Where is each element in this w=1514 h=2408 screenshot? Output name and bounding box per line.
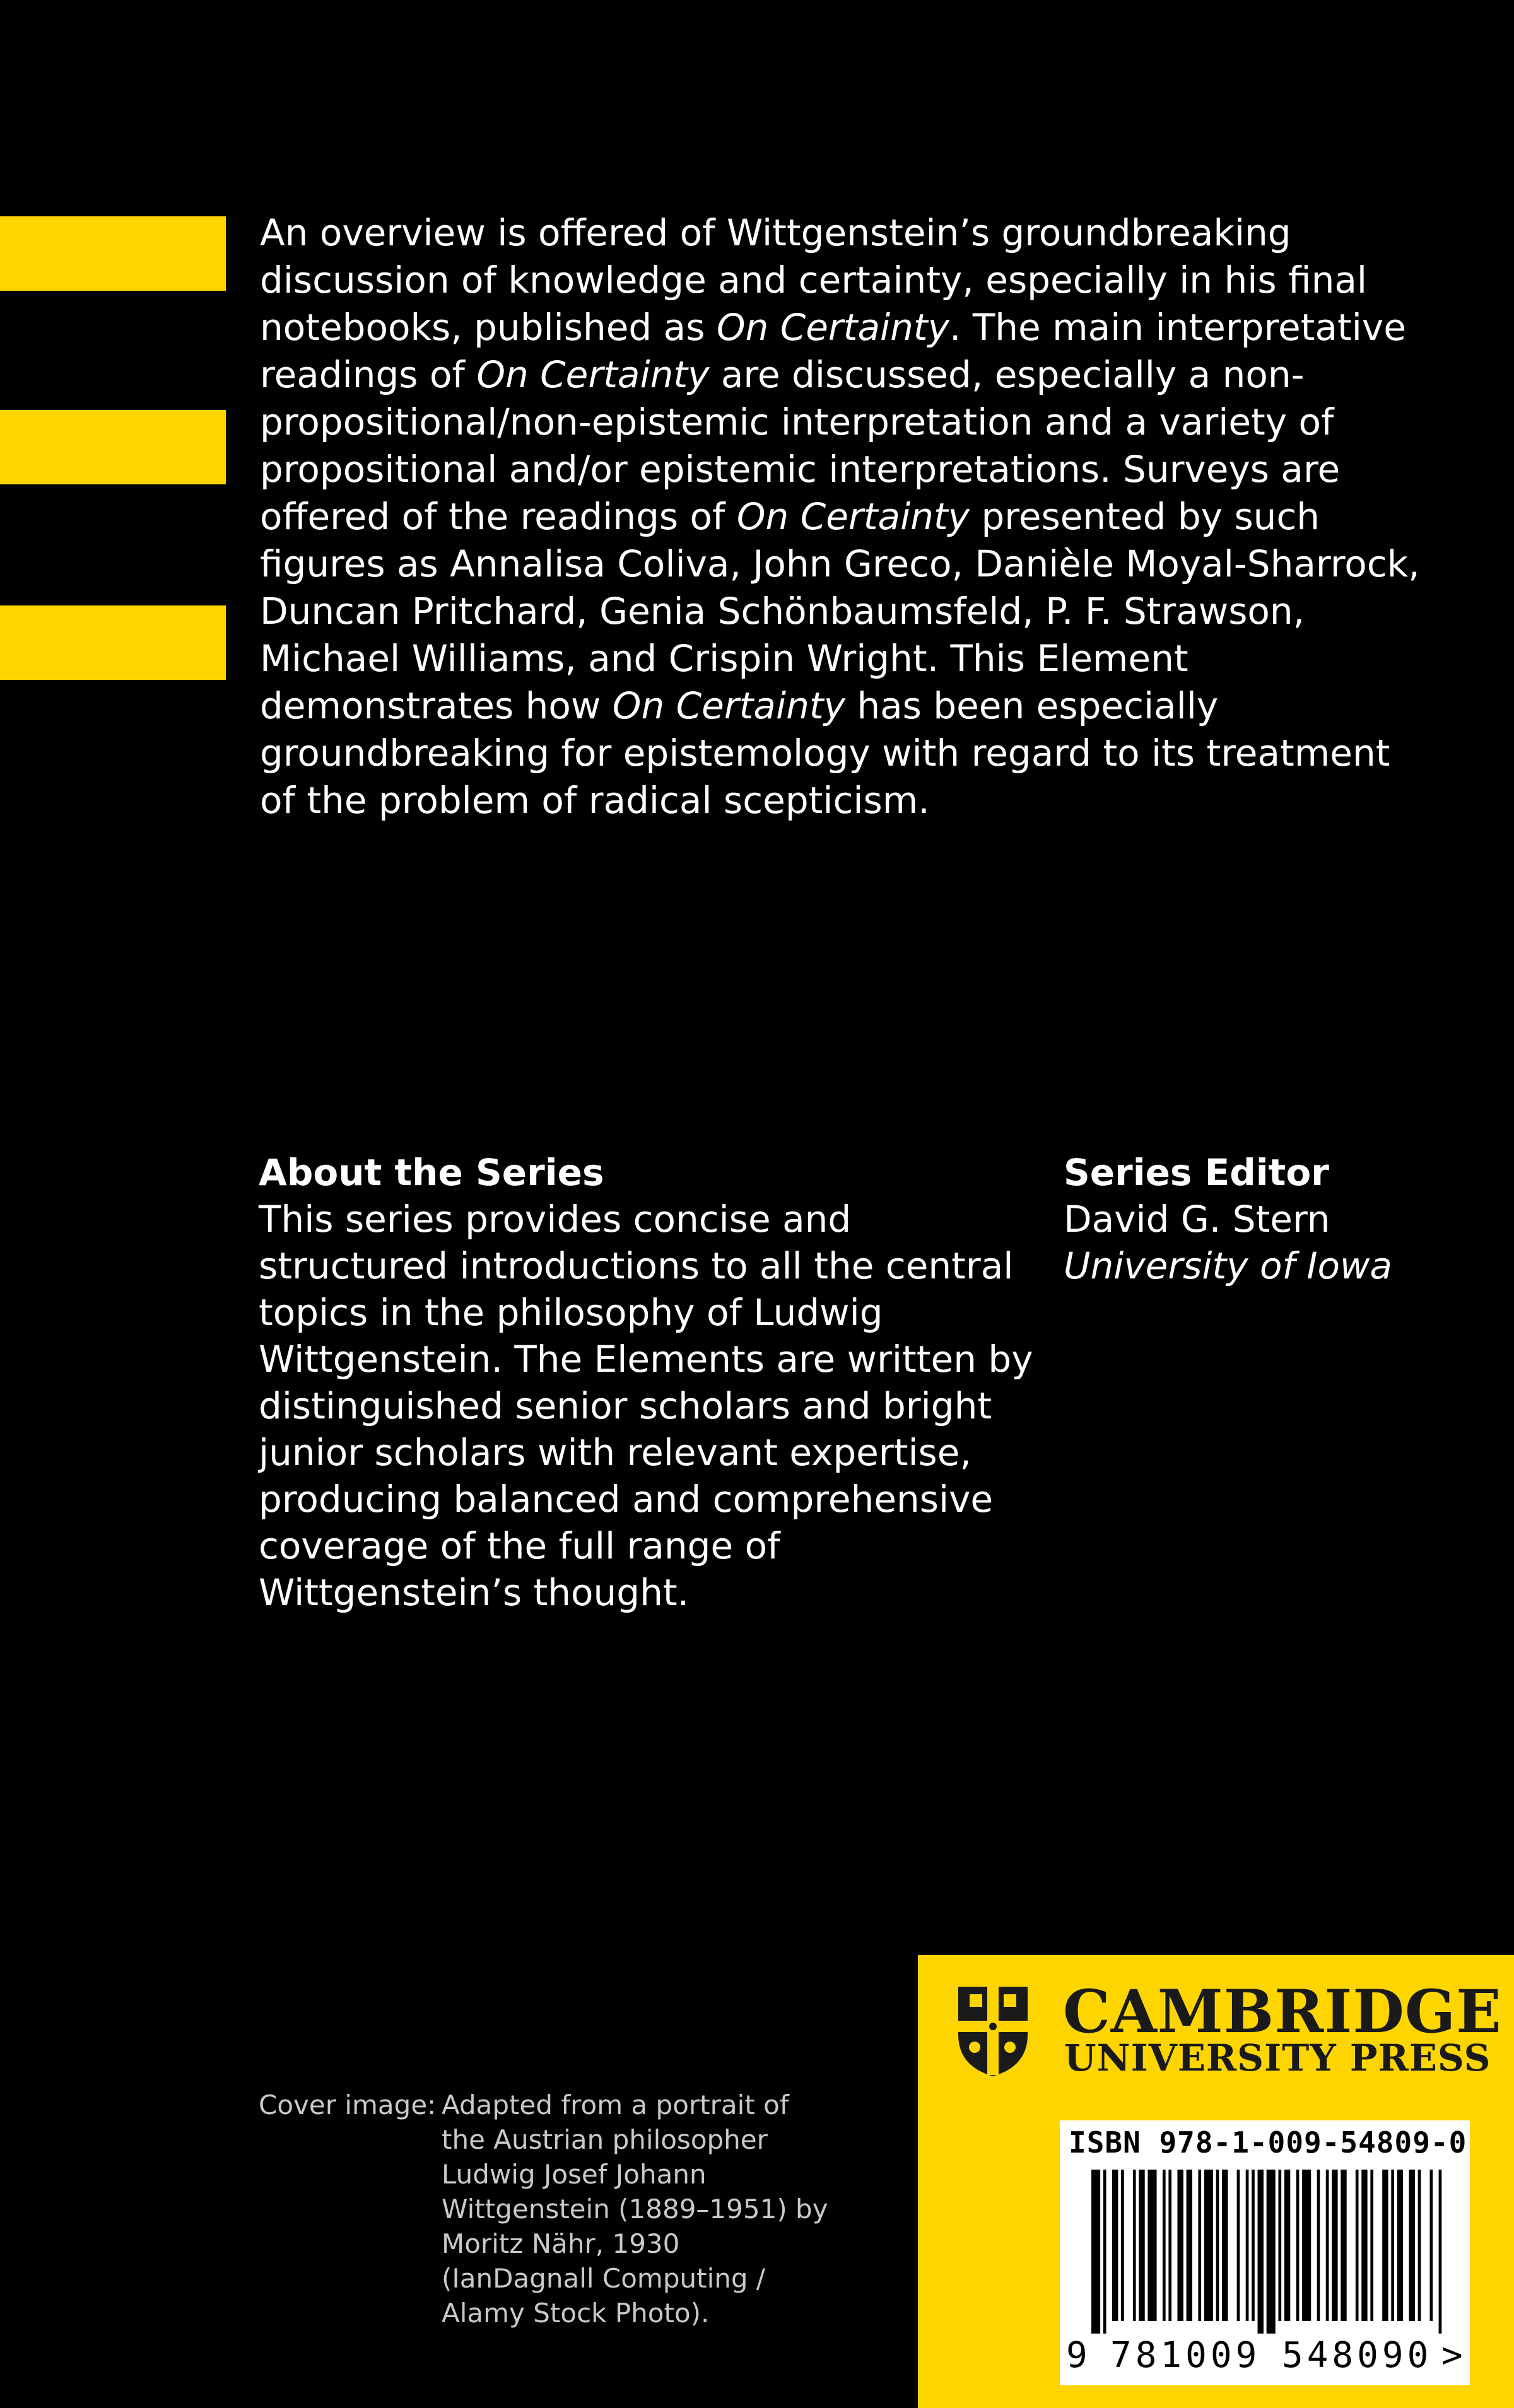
about-series-heading: About the Series <box>259 1151 604 1194</box>
barcode-bar <box>1187 2170 1192 2321</box>
barcode-bar <box>1397 2170 1403 2321</box>
barcode-bar <box>1296 2170 1300 2321</box>
book-title-italic: On Certainty <box>476 353 710 396</box>
series-editor-affiliation: University of Iowa <box>1064 1244 1392 1287</box>
barcode-bar <box>1302 2170 1311 2321</box>
description-text-segment: An overview is offered of Wittgenstein’s groundbreaking discussion of knowledge and certainty, especially in his final notebooks, published as <box>260 211 1367 349</box>
barcode-bar <box>1332 2170 1337 2321</box>
barcode-bar <box>1258 2170 1264 2334</box>
barcode-bar <box>1267 2170 1276 2334</box>
barcode-bar <box>1317 2170 1320 2321</box>
barcode-bar <box>1112 2170 1118 2321</box>
barcode-bar <box>1216 2170 1219 2321</box>
barcode-bar <box>1103 2170 1106 2334</box>
isbn-barcode <box>1060 2120 1470 2385</box>
about-series-text: This series provides concise and structured introductions to all the central topics in the philosophy of Ludwig Wittgenstein. The Elements are written by distinguished senior scholars and bright junior scholars with relevant expertise, producing balanced and comprehensive coverage of the full range of Wittgenstein’s thought. <box>259 1198 1033 1614</box>
barcode-bar <box>1409 2170 1415 2321</box>
publisher-panel <box>918 1955 1514 2408</box>
barcode-bar <box>1382 2170 1388 2321</box>
barcode-bar <box>1341 2170 1346 2321</box>
publisher-subname: UNIVERSITY PRESS <box>1064 2037 1491 2079</box>
barcode-bar <box>1252 2170 1255 2321</box>
series-editor-heading: Series Editor <box>1064 1151 1329 1194</box>
cover-credit-text: Adapted from a portrait of the Austrian philosopher Ludwig Josef Johann Wittgenstein (1889–1951) by Moritz Nähr, 1930 (IanDagnall Computing / Alamy Stock Photo). <box>442 2089 828 2329</box>
publisher-name: CAMBRIDGE <box>1063 1977 1502 2047</box>
barcode-bar <box>1439 2170 1442 2334</box>
barcode-bar <box>1237 2170 1240 2321</box>
barcode-bar <box>1278 2170 1281 2321</box>
series-editor-name: David G. Stern <box>1064 1198 1330 1241</box>
description-text-segment: . The main interpretative readings of <box>260 306 1406 396</box>
barcode-bar <box>1391 2170 1394 2321</box>
barcode-bar <box>1091 2170 1100 2334</box>
barcode-bar <box>1361 2170 1367 2321</box>
description-text-segment: are discussed, especially a non-propositional/non-epistemic interpretation and a variety of propositional and/or epistemic interpretations. Surveys are offered of the readings of <box>260 353 1341 538</box>
isbn-label: ISBN 978-1-009-54809-0 <box>1069 2125 1467 2160</box>
about-series-section <box>259 1149 1041 1616</box>
cover-credit-label: Cover image: <box>259 2089 437 2120</box>
barcode-right-digits: 548090 <box>1282 2335 1433 2376</box>
barcode-bar <box>1198 2170 1201 2321</box>
barcode-bar <box>1133 2170 1136 2321</box>
barcode-bar <box>1139 2170 1144 2321</box>
barcode-left-digits: 781009 <box>1110 2335 1261 2376</box>
decorative-yellow-bar <box>0 410 226 484</box>
description-text-segment: has been especially groundbreaking for epistemology with regard to its treatment of the problem of radical scepticism. <box>260 684 1390 822</box>
barcode-bar <box>1177 2170 1183 2321</box>
barcode-bar <box>1370 2170 1373 2321</box>
barcode-bar <box>1163 2170 1166 2321</box>
book-title-italic: On Certainty <box>716 306 949 349</box>
series-editor-section <box>1064 1149 1505 1289</box>
barcode-lead-digit: 9 <box>1066 2335 1088 2376</box>
barcode-bar <box>1121 2170 1124 2321</box>
decorative-yellow-bar <box>0 605 226 680</box>
barcode-bar <box>1418 2170 1421 2321</box>
barcode-bar <box>1429 2170 1433 2321</box>
decorative-yellow-bar <box>0 216 226 291</box>
barcode-bar <box>1222 2170 1228 2321</box>
barcode-bars <box>1091 2170 1445 2334</box>
barcode-bar <box>1284 2170 1290 2321</box>
barcode-end-mark: > <box>1441 2335 1463 2376</box>
book-description-text <box>260 209 1421 824</box>
book-title-italic: On Certainty <box>736 495 970 538</box>
book-title-italic: On Certainty <box>612 684 845 727</box>
barcode-bar <box>1326 2170 1329 2321</box>
barcode-bar <box>1356 2170 1359 2321</box>
barcode-bar <box>1147 2170 1156 2321</box>
barcode-bar <box>1246 2170 1249 2321</box>
book-description <box>260 209 1421 824</box>
barcode-bar <box>1168 2170 1171 2321</box>
barcode-bar <box>1204 2170 1213 2321</box>
description-text-segment: presented by such figures as Annalisa Coliva, John Greco, Danièle Moyal-Sharrock, Duncan Pritchard, Genia Schönbaumsfeld, P. F. Strawson, Michael Williams, and Crispin Wright. This Element demonstrates how <box>260 495 1420 727</box>
cambridge-crest-icon <box>956 1984 1030 2079</box>
